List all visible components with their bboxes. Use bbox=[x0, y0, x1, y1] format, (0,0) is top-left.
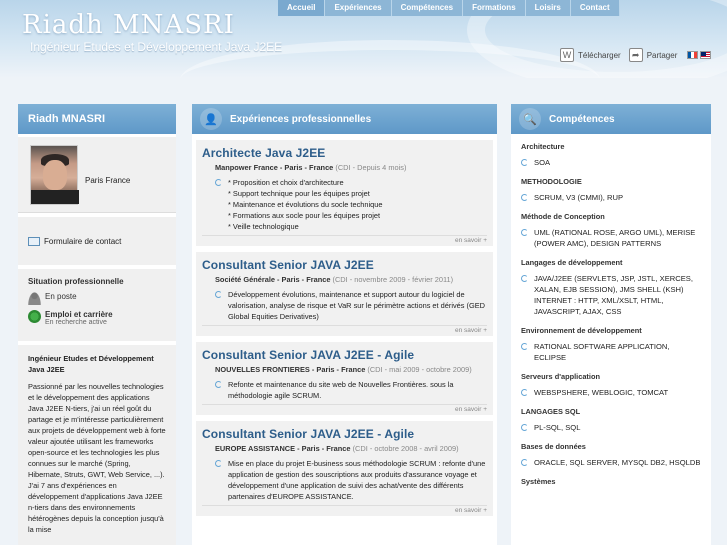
read-more-link[interactable]: en savoir + bbox=[202, 235, 487, 244]
contact-form-link[interactable] bbox=[18, 217, 176, 265]
bullet-icon bbox=[521, 424, 528, 431]
bio-title: Ingénieur Etudes et Développement Java J2EE bbox=[28, 354, 154, 374]
nav-loisirs[interactable]: Loisirs bbox=[526, 0, 571, 16]
skill-item: WEBSPSHERE, WEBLOGIC, TOMCAT bbox=[521, 387, 701, 398]
skills-heading: Compétences bbox=[549, 113, 615, 125]
skill-category: Serveurs d'application bbox=[521, 372, 600, 381]
profile-card bbox=[18, 137, 176, 213]
job-description: Refonte et maintenance du site web de Nouvelles Frontières. sous la méthodologie agile SCRUM. bbox=[202, 379, 487, 401]
bullet-icon bbox=[215, 460, 222, 467]
job-title[interactable]: Consultant Senior JAVA J2EE - Agile bbox=[202, 348, 415, 362]
job-description: Développement évolutions, maintenance et support autour du logiciel de valorisation, analyse de risque et VaR sur le périmètre actions et dérivés (GED Global Equities Derivatives) bbox=[202, 289, 487, 322]
skill-category: LANGAGES SQL bbox=[521, 407, 581, 416]
status-text: En poste bbox=[45, 292, 77, 301]
french-flag-icon[interactable] bbox=[687, 51, 698, 59]
nav-contact[interactable]: Contact bbox=[571, 0, 620, 16]
skill-category: METHODOLOGIE bbox=[521, 177, 582, 186]
skill-item: SOA bbox=[521, 157, 701, 168]
job-title[interactable]: Consultant Senior JAVA J2EE - Agile bbox=[202, 427, 415, 441]
skill-item: RATIONAL SOFTWARE APPLICATION, ECLIPSE bbox=[521, 341, 701, 363]
read-more-link[interactable]: en savoir + bbox=[202, 404, 487, 413]
share-arrow-icon: ➦ bbox=[629, 48, 643, 62]
share-label: Partager bbox=[646, 50, 678, 60]
share-button[interactable] bbox=[629, 48, 678, 62]
profile-column bbox=[18, 104, 176, 545]
job-company: Manpower France - Paris - France (CDI - Depuis 4 mois) bbox=[215, 163, 407, 172]
header-tools bbox=[560, 48, 711, 62]
professional-situation bbox=[18, 269, 176, 341]
job-title[interactable]: Architecte Java J2EE bbox=[202, 146, 326, 160]
skill-item: ORACLE, SQL SERVER, MYSQL DB2, HSQLDB bbox=[521, 457, 701, 468]
site-subtitle: Ingénieur Etudes et Développement Java J2EE bbox=[30, 40, 283, 54]
status-row bbox=[28, 292, 166, 305]
job-title[interactable]: Consultant Senior JAVA J2EE bbox=[202, 258, 374, 272]
skill-item: JAVA/J2EE (SERVLETS, JSP, JSTL, XERCES, XALAN, EJB SESSION), JMS SHELL (KSH) INTERNET : HTTP, XML/XSLT, HTML, JAVASCRIPT, AJAX, CSS bbox=[521, 273, 701, 317]
skill-category: Architecture bbox=[521, 142, 565, 151]
job-company: NOUVELLES FRONTIERES - Paris - France (CDI - mai 2009 - octobre 2009) bbox=[215, 365, 472, 374]
job-status: En recherche active bbox=[45, 319, 107, 326]
site-title: Riadh MNASRI bbox=[22, 10, 235, 40]
experience-item bbox=[196, 140, 493, 246]
skills-header bbox=[511, 104, 711, 134]
job-company: EUROPE ASSISTANCE - Paris - France (CDI - octobre 2008 - avril 2009) bbox=[215, 444, 459, 453]
user-icon: 👤 bbox=[200, 108, 222, 130]
top-navigation bbox=[278, 0, 620, 16]
read-more-link[interactable]: en savoir + bbox=[202, 505, 487, 514]
bullet-icon bbox=[521, 194, 528, 201]
download-button[interactable] bbox=[560, 48, 621, 62]
skill-category: Systèmes bbox=[521, 477, 556, 486]
read-more-link[interactable]: en savoir + bbox=[202, 325, 487, 334]
job-description: * Proposition et choix d'architecture * Support technique pour les équipes projet * Maintenance et évolutions du socle technique * Formations aux socle pour les équipes projet * Veille technologique bbox=[202, 177, 487, 232]
bullet-icon bbox=[215, 179, 222, 186]
nav-competences[interactable]: Compétences bbox=[392, 0, 463, 16]
profile-header bbox=[18, 104, 176, 134]
bullet-icon bbox=[215, 291, 222, 298]
english-flag-icon[interactable] bbox=[700, 51, 711, 59]
bullet-icon bbox=[521, 275, 528, 282]
avatar bbox=[30, 145, 78, 205]
active-status-icon bbox=[28, 310, 41, 323]
bullet-icon bbox=[215, 381, 222, 388]
skill-category: Langages de développement bbox=[521, 258, 623, 267]
nav-accueil[interactable]: Accueil bbox=[278, 0, 325, 16]
bullet-icon bbox=[521, 229, 528, 236]
skill-item: SCRUM, V3 (CMMI), RUP bbox=[521, 192, 701, 203]
download-label: Télécharger bbox=[578, 50, 621, 60]
bullet-icon bbox=[521, 343, 528, 350]
experiences-heading: Expériences professionnelles bbox=[230, 113, 372, 125]
bullet-icon bbox=[521, 159, 528, 166]
profile-name: Riadh MNASRI bbox=[28, 113, 105, 125]
person-icon bbox=[28, 292, 41, 305]
nav-formations[interactable]: Formations bbox=[463, 0, 526, 16]
form-icon bbox=[28, 237, 40, 246]
experience-item bbox=[196, 252, 493, 336]
experiences-header bbox=[192, 104, 497, 134]
bullet-icon bbox=[521, 389, 528, 396]
skill-category: Méthode de Conception bbox=[521, 212, 605, 221]
job-description: Mise en place du projet E-business sous méthodologie SCRUM : refonte d'une application de gestion des souscriptions aux produits d'assurance voyage et développement d'une application de suivi des achat/vente des différents partenaires d'EUROPE ASSISTANCE. bbox=[202, 458, 487, 502]
job-company: Société Générale - Paris - France (CDI - novembre 2009 - février 2011) bbox=[215, 275, 454, 284]
skill-category: Bases de données bbox=[521, 442, 586, 451]
skill-item: UML (RATIONAL ROSE, ARGO UML), MERISE (POWER AMC), DESIGN PATTERNS bbox=[521, 227, 701, 249]
contact-label: Formulaire de contact bbox=[44, 236, 122, 246]
situation-title: Situation professionnelle bbox=[28, 277, 124, 286]
search-icon: 🔍 bbox=[519, 108, 541, 130]
bio-section bbox=[18, 345, 176, 545]
skills-list bbox=[511, 134, 711, 500]
job-label: Emploi et carrière bbox=[45, 310, 113, 319]
experience-item bbox=[196, 342, 493, 415]
profile-location: Paris France bbox=[85, 176, 131, 185]
bio-text: Passionné par les nouvelles technologies et le développement des applications Java J2EE N-tiers, j'ai un réel goût du partage et je m'intéresse particulièrement aux projets de développement web à forte valeur ajoutée utilisant les frameworks open-source et les technologies les plus connues sur le marché (Spring, Hibernate, Struts, GWT, Web Service, ...). bbox=[28, 382, 166, 479]
bullet-icon bbox=[521, 459, 528, 466]
nav-experiences[interactable]: Expériences bbox=[325, 0, 391, 16]
skill-item: PL-SQL, SQL bbox=[521, 422, 701, 433]
word-document-icon: W bbox=[560, 48, 574, 62]
bio-text-2: J'ai 7 ans d'expériences en développement d'applications Java J2EE n-tiers dans des environnements hétérogènes depuis la conception jusqu'à la mise bbox=[28, 481, 164, 534]
experiences-column bbox=[192, 104, 497, 545]
experience-item bbox=[196, 421, 493, 516]
job-search-row bbox=[28, 310, 166, 326]
skills-column bbox=[511, 104, 711, 545]
skill-category: Environnement de développement bbox=[521, 326, 642, 335]
